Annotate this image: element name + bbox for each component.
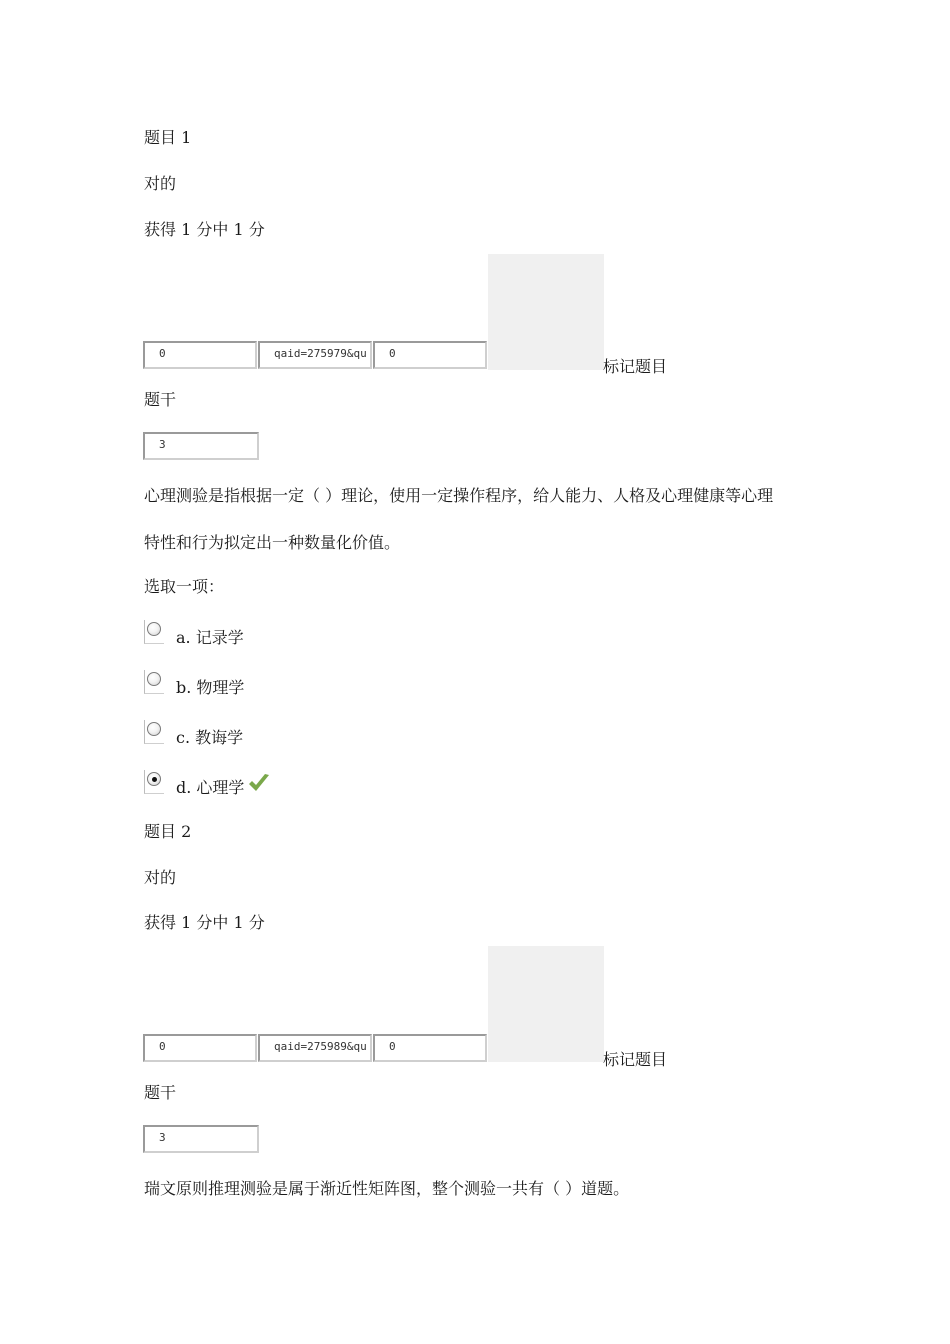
question-2-title: 题目 2 — [144, 822, 192, 841]
flagged-field-2[interactable]: 0 — [373, 1034, 487, 1062]
answer-prompt-1: 选取一项： — [144, 577, 225, 596]
flag-image-1[interactable] — [488, 254, 604, 370]
stem-label-2: 题干 — [144, 1083, 177, 1102]
question-1-score: 获得 1 分中 1 分 — [144, 220, 265, 239]
sequence-check-field-1[interactable]: 0 — [143, 341, 257, 369]
check-icon — [247, 772, 271, 794]
flagged-field-1[interactable]: 0 — [373, 341, 487, 369]
question-1-status: 对的 — [144, 174, 177, 193]
qaid-field-2[interactable]: qaid=275989&qu — [258, 1034, 372, 1062]
stem-field-1[interactable]: 3 — [143, 432, 259, 460]
question-1-text-line-2: 特性和行为拟定出一种数量化价值。 — [144, 533, 401, 552]
flag-question-label-2[interactable]: 标记题目 — [603, 1050, 668, 1069]
option-a-radio[interactable] — [144, 620, 164, 644]
question-1-text-line-1: 心理测验是指根据一定（ ）理论，使用一定操作程序，给人能力、人格及心理健康等心理 — [144, 486, 774, 505]
stem-field-2[interactable]: 3 — [143, 1125, 259, 1153]
stem-label-1: 题干 — [144, 390, 177, 409]
flag-question-label-1[interactable]: 标记题目 — [603, 357, 668, 376]
question-1-title: 题目 1 — [144, 128, 192, 147]
option-c-label[interactable]: c. 教诲学 — [176, 728, 244, 747]
sequence-check-field-2[interactable]: 0 — [143, 1034, 257, 1062]
option-b-radio[interactable] — [144, 670, 164, 694]
option-b-label[interactable]: b. 物理学 — [176, 678, 245, 697]
qaid-field-1[interactable]: qaid=275979&qu — [258, 341, 372, 369]
flag-image-2[interactable] — [488, 946, 604, 1062]
option-d-radio[interactable] — [144, 770, 164, 794]
question-2-score: 获得 1 分中 1 分 — [144, 913, 265, 932]
question-2-status: 对的 — [144, 868, 177, 887]
option-a-label[interactable]: a. 记录学 — [176, 628, 244, 647]
question-2-text-line-1: 瑞文原则推理测验是属于渐近性矩阵图，整个测验一共有（ ）道题。 — [144, 1179, 630, 1198]
option-d-label[interactable]: d. 心理学 — [176, 778, 245, 797]
option-c-radio[interactable] — [144, 720, 164, 744]
